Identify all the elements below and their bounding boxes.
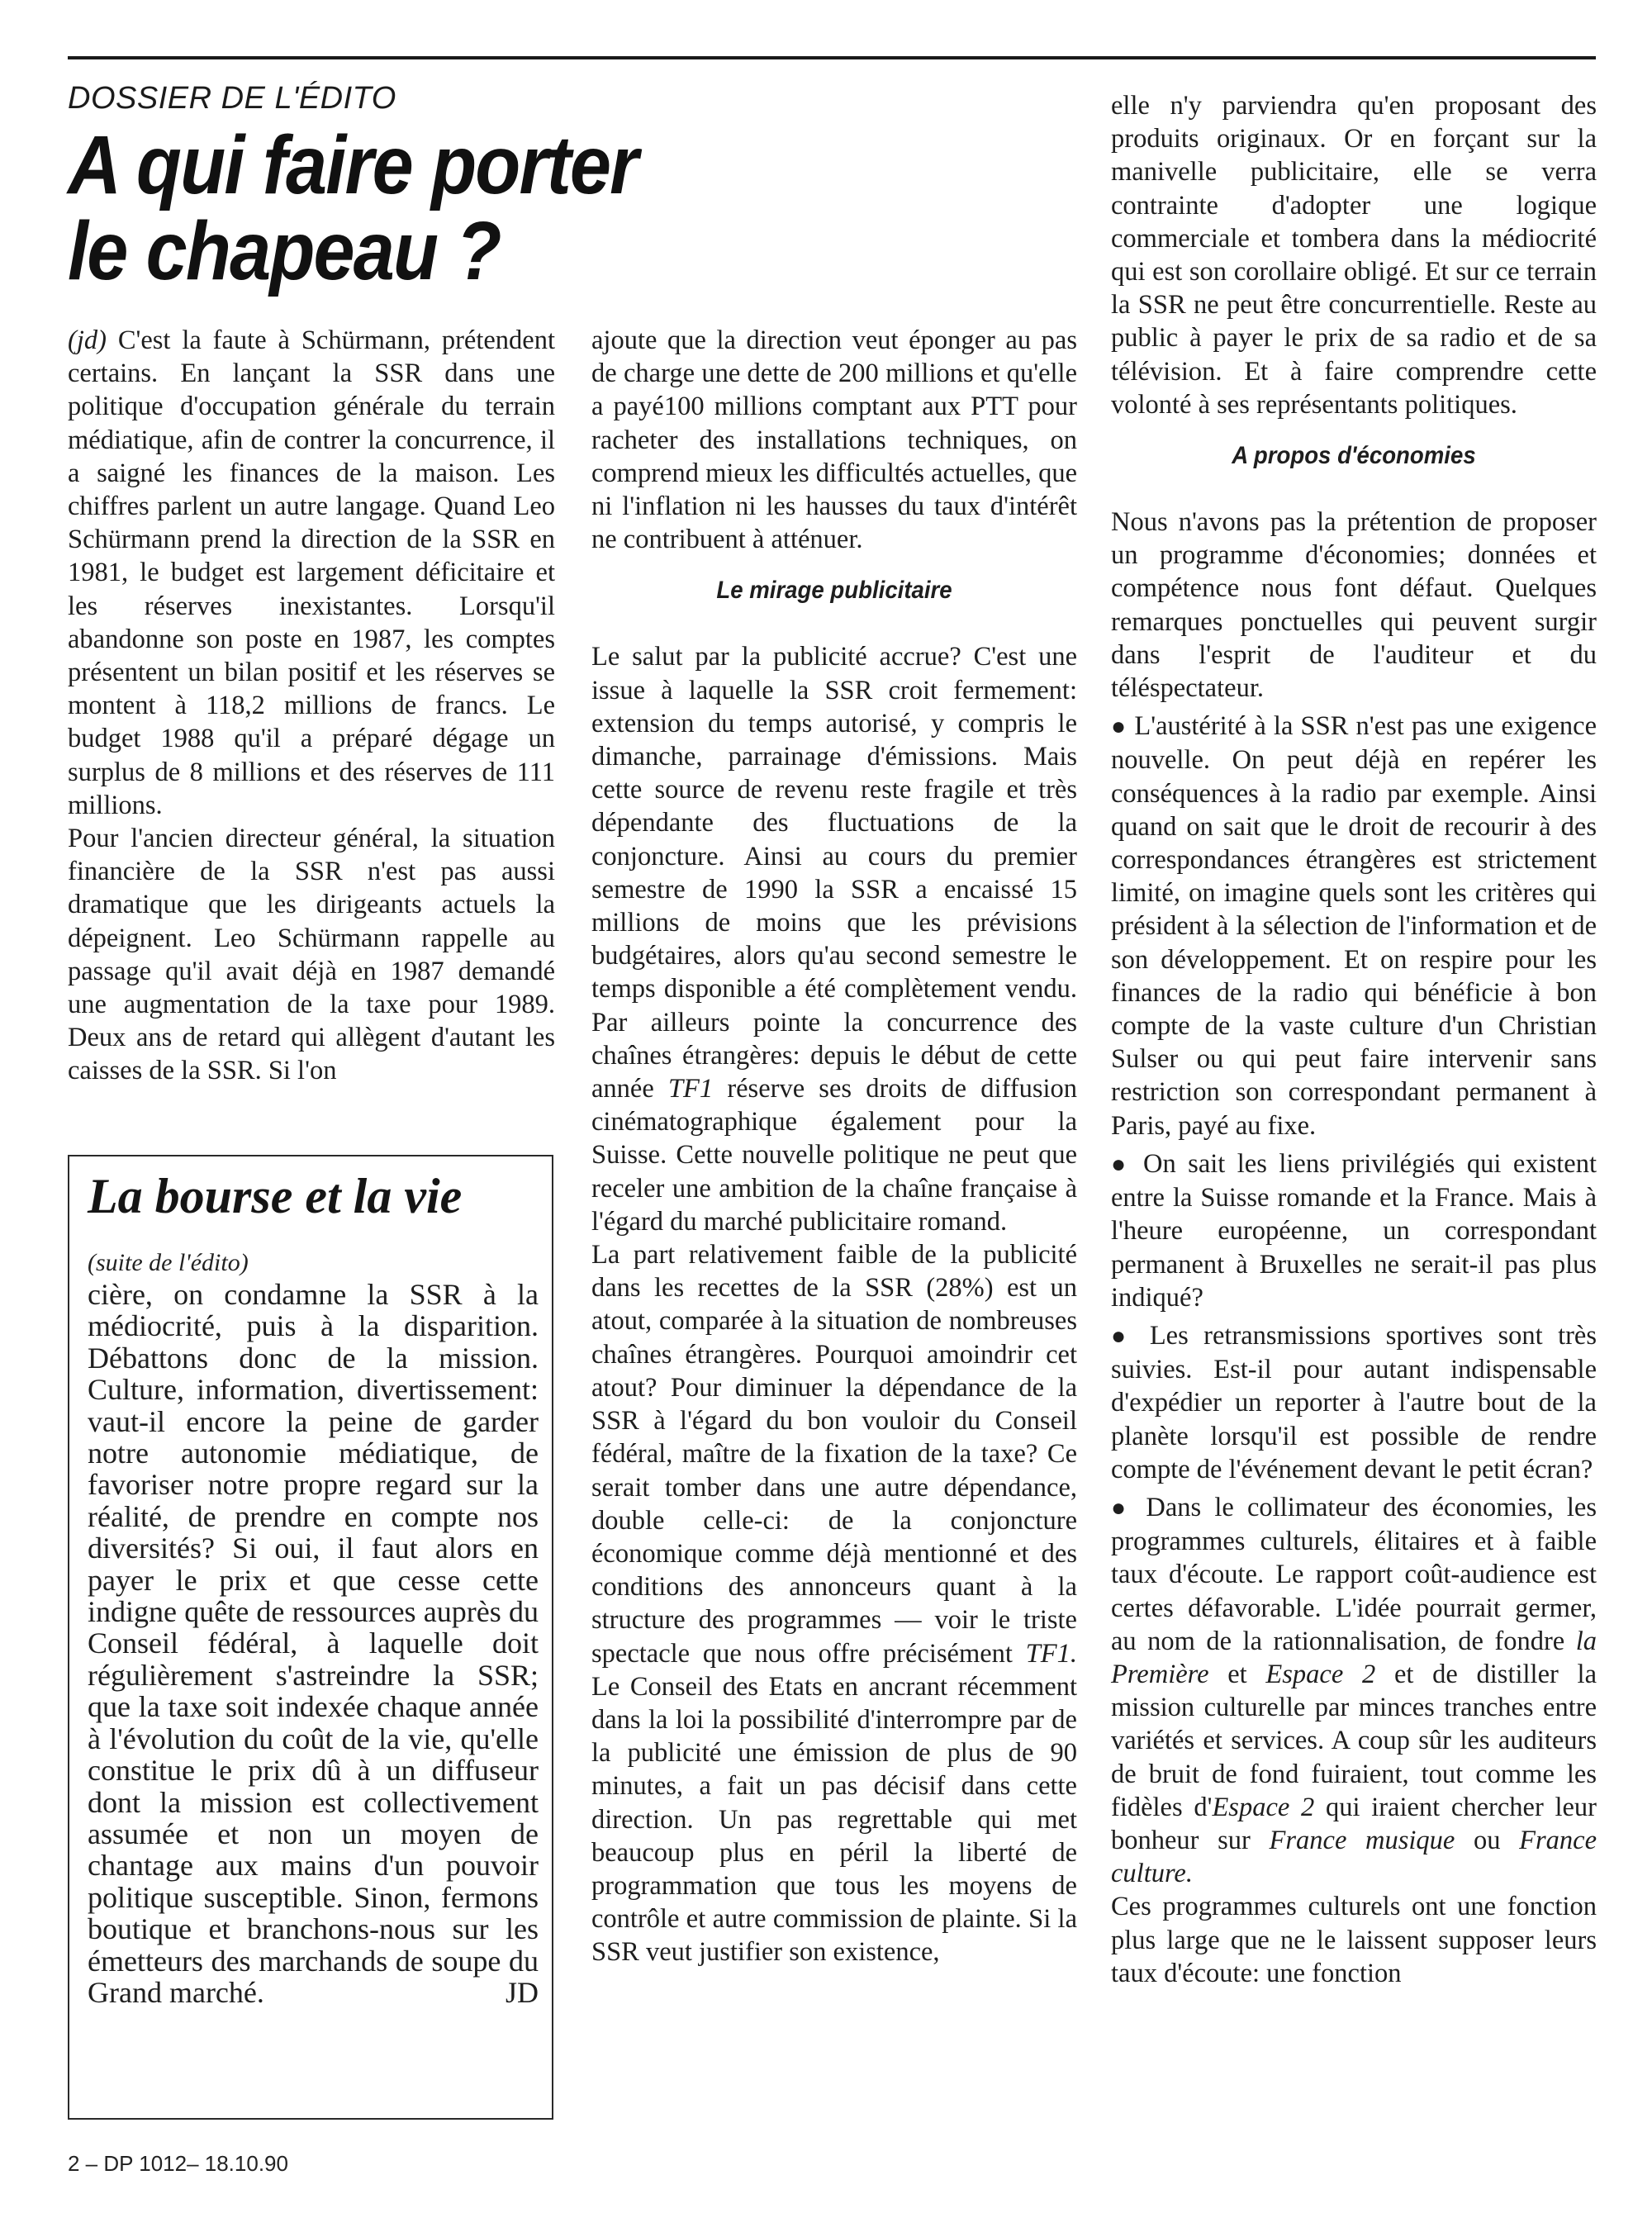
column-1 — [68, 324, 555, 1088]
headline: A qui faire porter le chapeau ? — [68, 119, 638, 297]
col2-paragraph-1: ajoute que la direction veut éponger au pas de charge une dette de 200 millions et qu'elle a payé100 millions comptant aux PTT pour racheter des installations techniques, on comprend mieux les difficultés actuelles, que ni l'inflation ni les hausses du taux d'intérêt ne contribuent à atténuer. — [591, 325, 1077, 555]
col3-paragraph-2: Nous n'avons pas la prétention de proposer un programme d'économies; données et compétence nous font défaut. Quelques remarques ponctuelles qui peuvent surgir dans l'esprit de l'auditeur et du téléspectateur. — [1111, 507, 1597, 704]
col3-paragraph-1: elle n'y parviendra qu'en proposant des produits originaux. Or en forçant sur la manivelle publicitaire, elle se verra contrainte d'adopter une logique commerciale et tombera dans la médiocrité qui est son corollaire obligé. Et sur ce terrain la SSR ne peut être concurrentielle. Reste au public à payer le prix de sa radio et de sa télévision. Et à faire comprendre cette volonté à ses représentants politiques. — [1111, 91, 1597, 420]
boxed-editorial — [68, 1155, 553, 2120]
column-3 — [1111, 89, 1597, 1990]
box-text: cière, on condamne la SSR à la médiocrité, puis à la disparition. Débattons donc de la mission. Culture, information, divertissement: vaut-il encore la peine de garder notre autonomie médiatique, de favoriser notre propre regard sur la réalité, de prendre en compte nos diversités? Si oui, il faut alors en payer le prix et que cesse cette indigne quête de ressources auprès du Conseil fédéral, à laquelle doit régulièrement s'astreindre la SSR; que la taxe soit indexée chaque année à l'évolution du coût de la vie, qu'elle constitue le prix dû à un diffuseur dont la mission est collectivement assumée et non un moyen de chantage aux mains d'un pouvoir politique susceptible. Sinon, fermons boutique et branchons-nous sur les émetteurs des marchands de soupe du Grand marché. JD — [88, 1278, 539, 2009]
col3-paragraph-3: Ces programmes culturels ont une fonction plus large que ne le laissent supposer leurs taux d'écoute: une fonction — [1111, 1892, 1597, 1988]
kicker: DOSSIER DE L'ÉDITO — [68, 81, 396, 116]
col2-paragraph-3: La part relativement faible de la publicité dans les recettes de la SSR (28%) est un atout, comparée à la situation de nombreuses chaînes étrangères. Pourquoi amoindrir cet atout? Pour diminuer la dépendance de la SSR à l'égard du bon vouloir du Conseil fédéral, maître de la fixation de la taxe? Ce serait tomber dans une autre dépendance, double celle-ci: de la conjoncture économique comme déjà mentionné et des conditions des annonceurs quant à la structure des programmes — voir le triste spectacle que nous offre précisément TF1. Le Conseil des Etats en ancrant récemment dans la loi la possibilité d'interrompre par de la publicité une émission de plus de 90 minutes, a fait un pas décisif dans cette direction. Un pas regrettable qui met beaucoup plus en péril la liberté de programmation que tous les moyens de contrôle et autre commission de plainte. Si la SSR veut justifier son existence, — [591, 1240, 1077, 1968]
box-signature: JD — [505, 1975, 539, 2009]
box-subtitle: (suite de l'édito) — [88, 1249, 249, 1276]
bullet-icon: ● — [1111, 713, 1127, 741]
col2-paragraph-2: Le salut par la publicité accrue? C'est une issue à laquelle la SSR croit fermement: extension du temps autorisé, y compris le dimanche, parrainage d'émissions. Mais cette source de revenu reste fragile et très dépendante des fluctuations de la conjoncture. Ainsi au cours du premier semestre de 1990 la SSR a encaissé 15 millions de moins que les prévisions budgétaires, alors qu'au second semestre le temps disponible a été complètement vendu. Par ailleurs pointe la concurrence des chaînes étrangères: depuis le début de cette année TF1 réserve ses droits de diffusion cinématographique également pour la Suisse. Cette nouvelle politique ne peut que receler une ambition de la chaîne française à l'égard du marché publicitaire romand. — [591, 642, 1077, 1237]
bullet-item: ● L'austérité à la SSR n'est pas une exigence nouvelle. On peut déjà en repérer les conséquences à la radio par exemple. Ainsi quand on sait que le droit de recourir à des correspondances étrangères est strictement limité, on imagine quels sont les critères qui président à la sélection de l'information et de son développement. Et on respire pour les finances de la radio qui bénéficie à bon compte de la vaste culture d'un Christian Sulser ou qui peut faire intervenir sans restriction son correspondant permanent à Paris, payé au fixe. — [1111, 711, 1597, 1141]
col1-paragraph-2: Pour l'ancien directeur général, la situation financière de la SSR n'est pas aussi dramatique que les dirigeants actuels la dépeignent. Leo Schürmann rappelle au passage qu'il avait déjà en 1987 demandé une augmentation de la taxe pour 1989. Deux ans de retard qui allègent d'autant les caisses de la SSR. Si l'on — [68, 824, 555, 1086]
bullet-icon: ● — [1111, 1150, 1132, 1178]
column-2 — [591, 324, 1077, 1969]
top-rule — [68, 56, 1596, 59]
bullet-item: ● Dans le collimateur des économies, les programmes culturels, élitaires et à faible taux d'écoute. Le rapport coût-audience est certes défavorable. L'idée pourrait germer, au nom de la rationnalisation, de fondre la Première et Espace 2 et de distiller la mission culturelle par minces tranches entre variétés et services. A coup sûr les auditeurs de bruit de fond fuiraient, tout comme les fidèles d'Espace 2 qui iraient chercher leur bonheur sur France musique ou France culture. — [1111, 1492, 1597, 1889]
page-footer: 2 – DP 1012– 18.10.90 — [68, 2151, 288, 2176]
col1-paragraph-1: (jd) C'est la faute à Schürmann, prétendent certains. En lançant la SSR dans une politique d'occupation générale du terrain médiatique, afin de contrer la concurrence, il a saigné les finances de la maison. Les chiffres parlent un autre langage. Quand Leo Schürmann prend la direction de la SSR en 1981, le budget est largement déficitaire et les réserves inexistantes. Lorsqu'il abandonne son poste en 1987, les comptes présentent un bilan positif et les réserves se montent à 118,2 millions de francs. Le budget 1988 qu'il a préparé dégage un surplus de 8 millions et des réserves de 111 millions. — [68, 325, 556, 820]
author-initials: (jd) — [68, 325, 107, 355]
bullet-icon: ● — [1111, 1494, 1133, 1522]
bullet-icon: ● — [1111, 1322, 1135, 1350]
subhead-mirage: Le mirage publicitaire — [716, 577, 952, 605]
subhead-economies: A propos d'économies — [1232, 442, 1476, 470]
bullet-item: ● Les retransmissions sportives sont très suivies. Est-il pour autant indispensable d'expédier un reporter à l'autre bout de la planète lorsqu'il est possible de rendre compte de l'événement devant le petit écran? — [1111, 1320, 1597, 1484]
bullet-item: ● On sait les liens privilégiés qui existent entre la Suisse romande et la France. Mais à l'heure européenne, un correspondant permanent à Bruxelles ne serait-il pas plus indiqué? — [1111, 1148, 1597, 1313]
box-title: La bourse et la vie — [88, 1169, 463, 1223]
